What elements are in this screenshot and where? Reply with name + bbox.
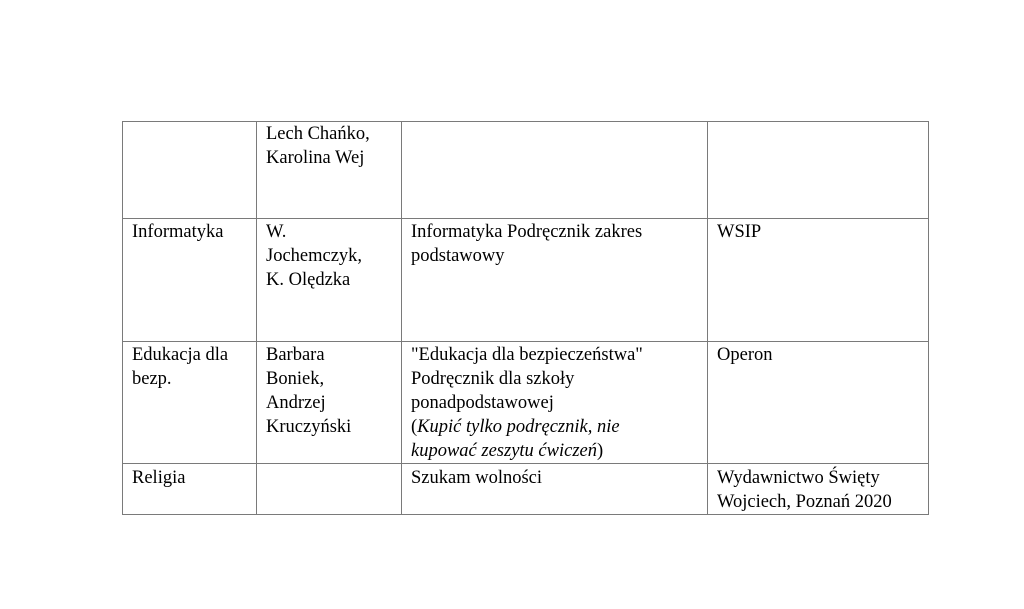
author-line: Karolina Wej	[266, 148, 365, 168]
title-line: Informatyka Podręcznik zakres	[411, 222, 643, 242]
title-cell	[402, 122, 708, 219]
publisher-line: Wydawnictwo Święty	[717, 468, 880, 488]
publisher-line: Wojciech, Poznań 2020	[717, 492, 892, 512]
subject-cell	[123, 122, 257, 219]
author-line: Barbara	[266, 345, 325, 365]
title-line: Podręcznik dla szkoły	[411, 369, 575, 389]
authors-cell	[257, 342, 402, 464]
subject-text: Religia	[132, 468, 186, 488]
purchase-note	[411, 415, 698, 439]
author-line: Jochemczyk,	[266, 246, 363, 266]
title-line: podstawowy	[411, 246, 505, 266]
note-line: Kupić tylko podręcznik, nie	[417, 417, 620, 437]
author-line: Lech Chańko,	[266, 124, 370, 144]
publisher-cell	[708, 122, 929, 219]
author-line: K. Olędzka	[266, 270, 351, 290]
title-line: Szukam wolności	[411, 468, 543, 488]
title-line: "Edukacja dla bezpieczeństwa"	[411, 345, 643, 365]
note-line: kupować zeszytu ćwiczeń	[411, 441, 597, 461]
table-row	[123, 219, 929, 342]
title-cell	[402, 464, 708, 515]
authors-cell	[257, 464, 402, 515]
table-row	[123, 464, 929, 515]
title-cell	[402, 342, 708, 464]
subject-text: Informatyka	[132, 222, 224, 242]
subject-cell	[123, 342, 257, 464]
author-line: Andrzej	[266, 393, 326, 413]
textbook-table	[122, 121, 929, 515]
author-line: Kruczyński	[266, 417, 352, 437]
subject-cell	[123, 219, 257, 342]
publisher-cell	[708, 342, 929, 464]
note-close-paren: )	[597, 441, 604, 461]
authors-cell	[257, 219, 402, 342]
publisher-line: WSIP	[717, 222, 762, 242]
subject-line: bezp.	[132, 369, 172, 389]
author-line: Boniek,	[266, 369, 325, 389]
title-line: ponadpodstawowej	[411, 393, 554, 413]
publisher-cell	[708, 219, 929, 342]
publisher-line: Operon	[717, 345, 773, 365]
table-row	[123, 342, 929, 464]
table-row	[123, 122, 929, 219]
author-line: W.	[266, 222, 287, 242]
note-open-paren: (	[411, 417, 418, 437]
publisher-cell	[708, 464, 929, 515]
authors-cell	[257, 122, 402, 219]
subject-line: Edukacja dla	[132, 345, 229, 365]
purchase-note	[411, 439, 698, 463]
title-cell	[402, 219, 708, 342]
subject-cell	[123, 464, 257, 515]
